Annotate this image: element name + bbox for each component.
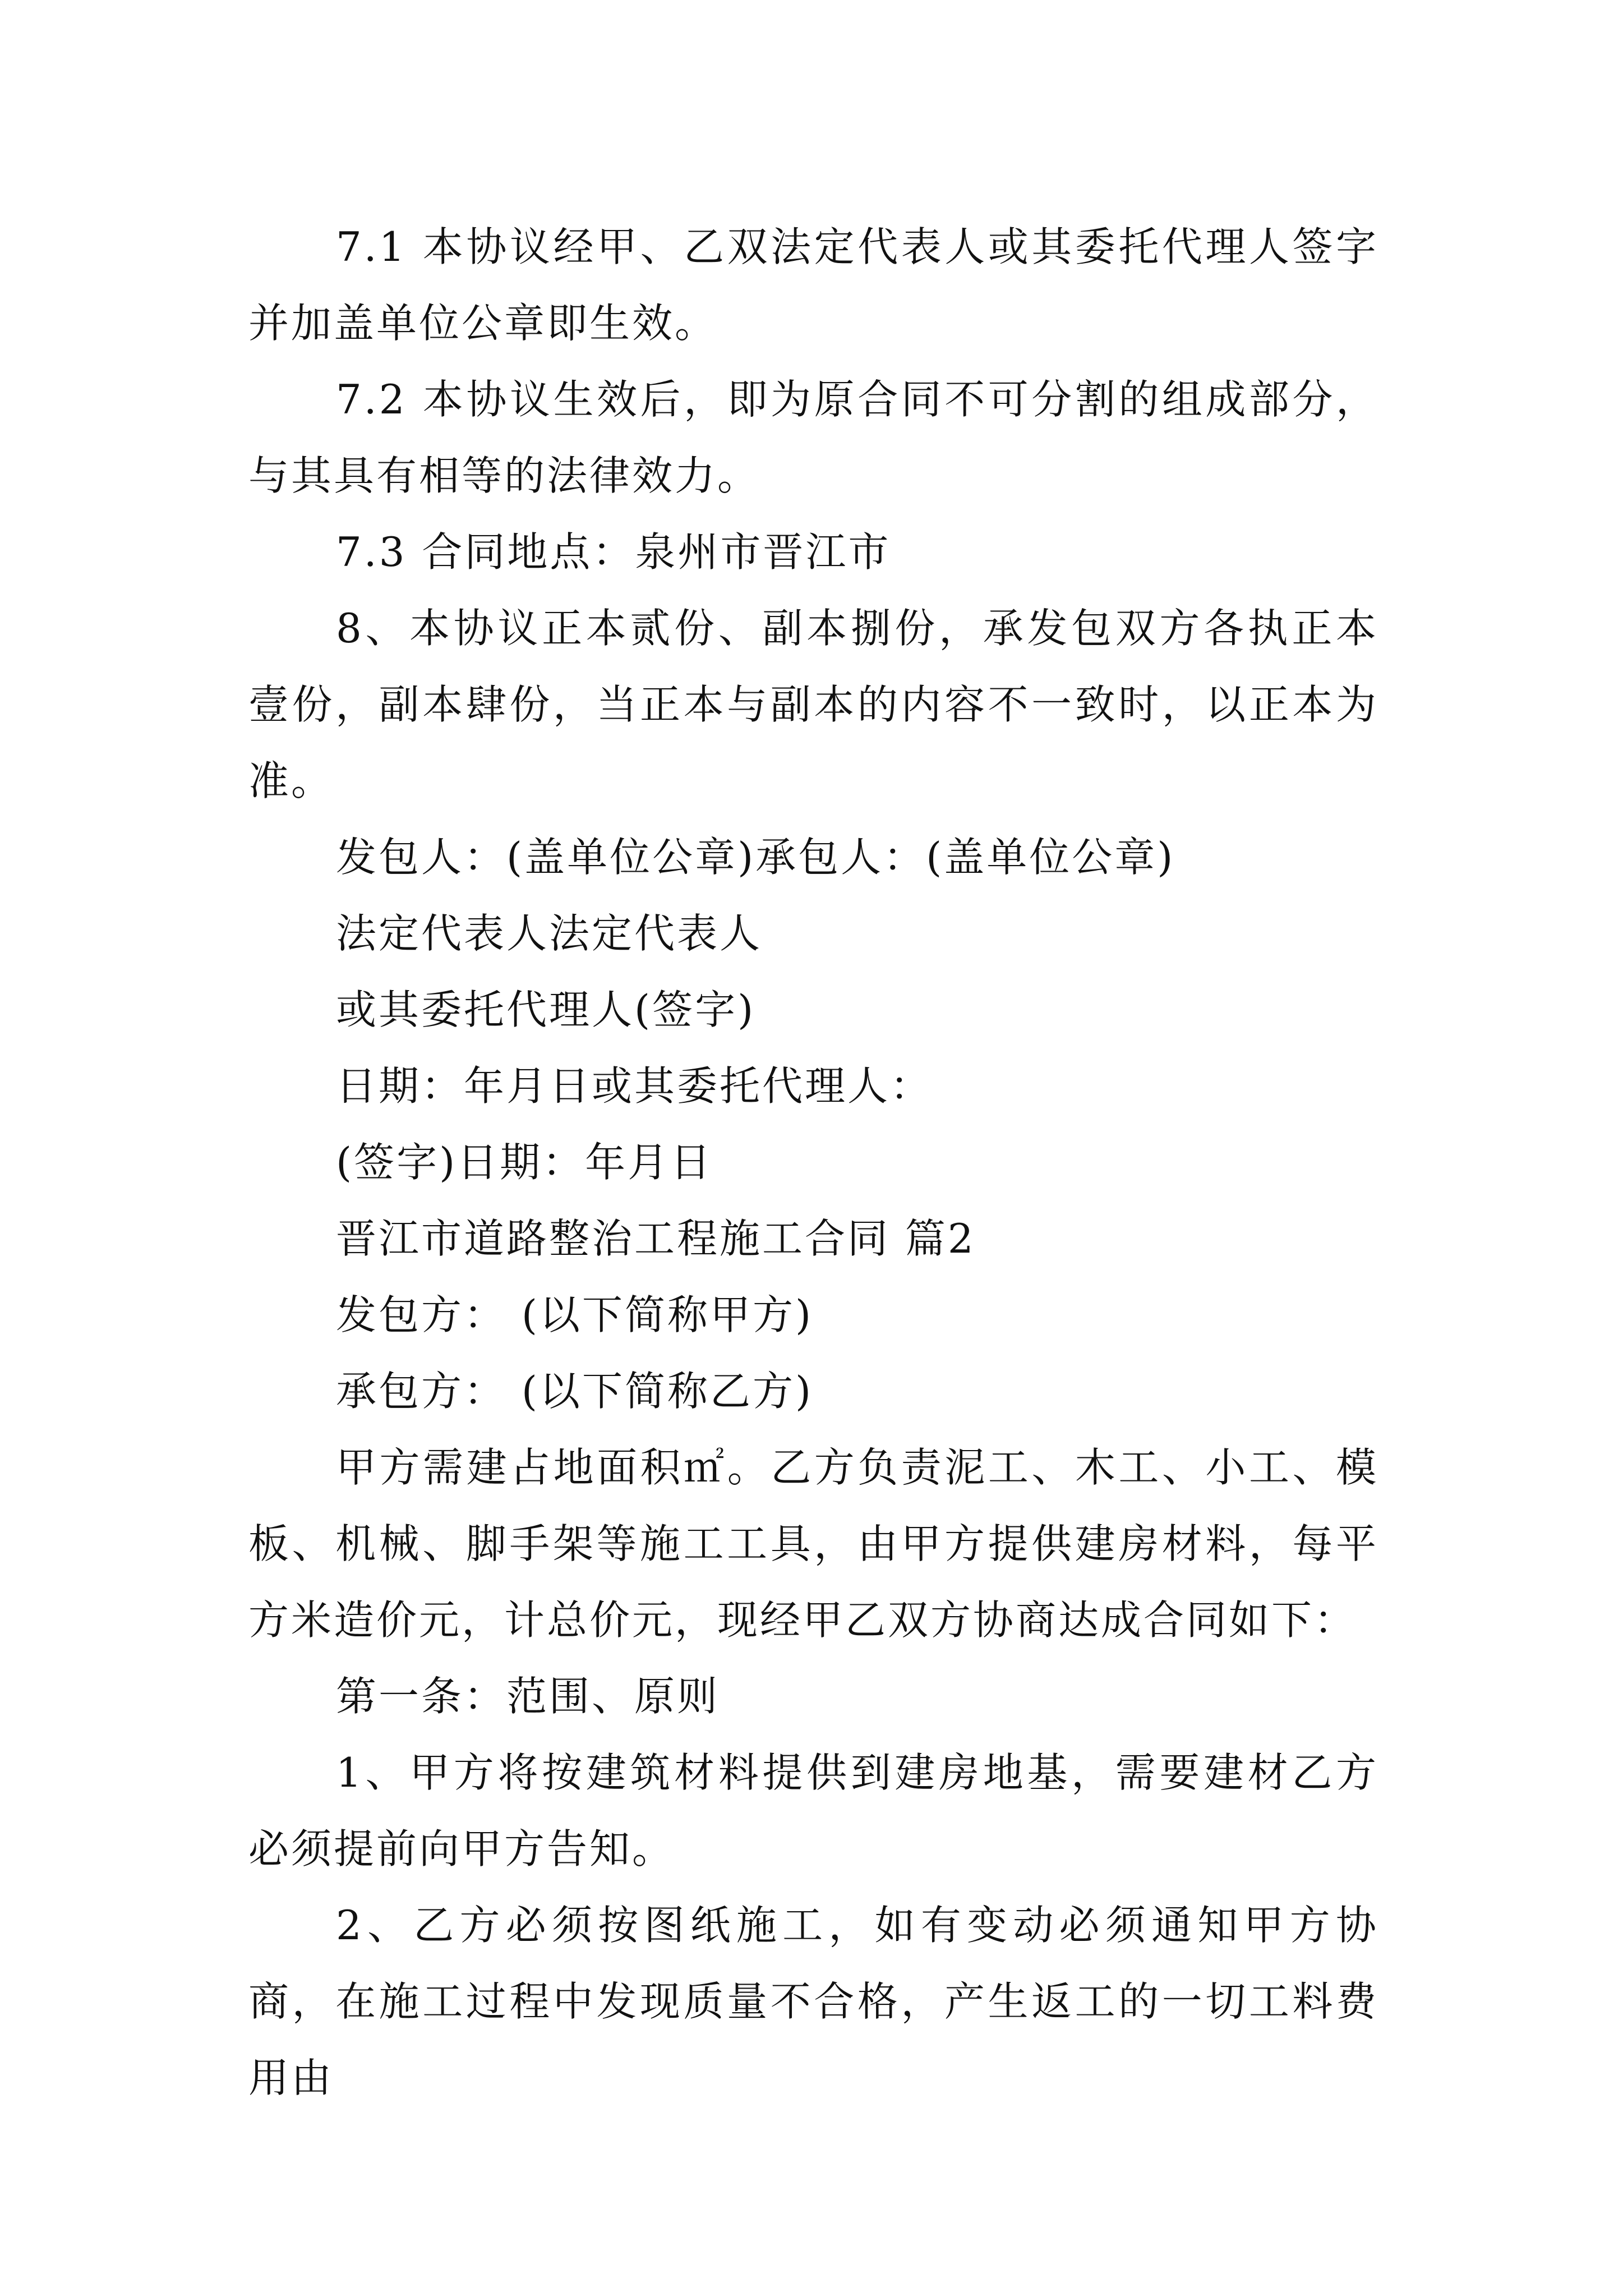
signature-line-date-agent: 日期：年月日或其委托代理人： bbox=[336, 1062, 933, 1110]
contract-title-part-2: 晋江市道路整治工程施工合同 篇2 bbox=[336, 1215, 976, 1262]
article-1-item-1: 1、甲方将按建筑材料提供到建房地基，需要建材乙方必须提前向甲方告知。 bbox=[248, 1749, 1378, 1872]
signature-line-legal-rep: 法定代表人法定代表人 bbox=[336, 910, 763, 957]
party-a-line: 发包方： (以下简称甲方) bbox=[336, 1291, 814, 1338]
clause-7-1: 7.1 本协议经甲、乙双法定代表人或其委托代理人签字并加盖单位公章即生效。 bbox=[248, 223, 1378, 347]
article-1-item-2: 2、乙方必须按图纸施工，如有变动必须通知甲方协商，在施工过程中发现质量不合格，产生返工的一切工料费用由 bbox=[248, 1902, 1378, 2101]
clause-7-2: 7.2 本协议生效后，即为原合同不可分割的组成部分，与其具有相等的法律效力。 bbox=[248, 376, 1378, 499]
contract-intro: 甲方需建占地面积㎡。乙方负责泥工、木工、小工、模板、机械、脚手架等施工工具，由甲方提供建房材料，每平方米造价元，计总价元，现经甲乙双方协商达成合同如下： bbox=[248, 1444, 1378, 1644]
party-b-line: 承包方： (以下简称乙方) bbox=[336, 1368, 814, 1415]
signature-line-employer-contractor: 发包人：(盖单位公章)承包人：(盖单位公章) bbox=[336, 834, 1175, 881]
clause-8: 8、本协议正本贰份、副本捌份，承发包双方各执正本壹份，副本肆份，当正本与副本的内容不一致时，以正本为准。 bbox=[248, 605, 1378, 804]
signature-line-sign-date: (签字)日期：年月日 bbox=[336, 1139, 713, 1186]
document-body bbox=[248, 209, 1378, 2116]
signature-line-agent: 或其委托代理人(签字) bbox=[336, 986, 756, 1033]
clause-7-3: 7.3 合同地点：泉州市晋江市 bbox=[336, 528, 891, 576]
article-1-heading: 第一条：范围、原则 bbox=[336, 1673, 720, 1720]
